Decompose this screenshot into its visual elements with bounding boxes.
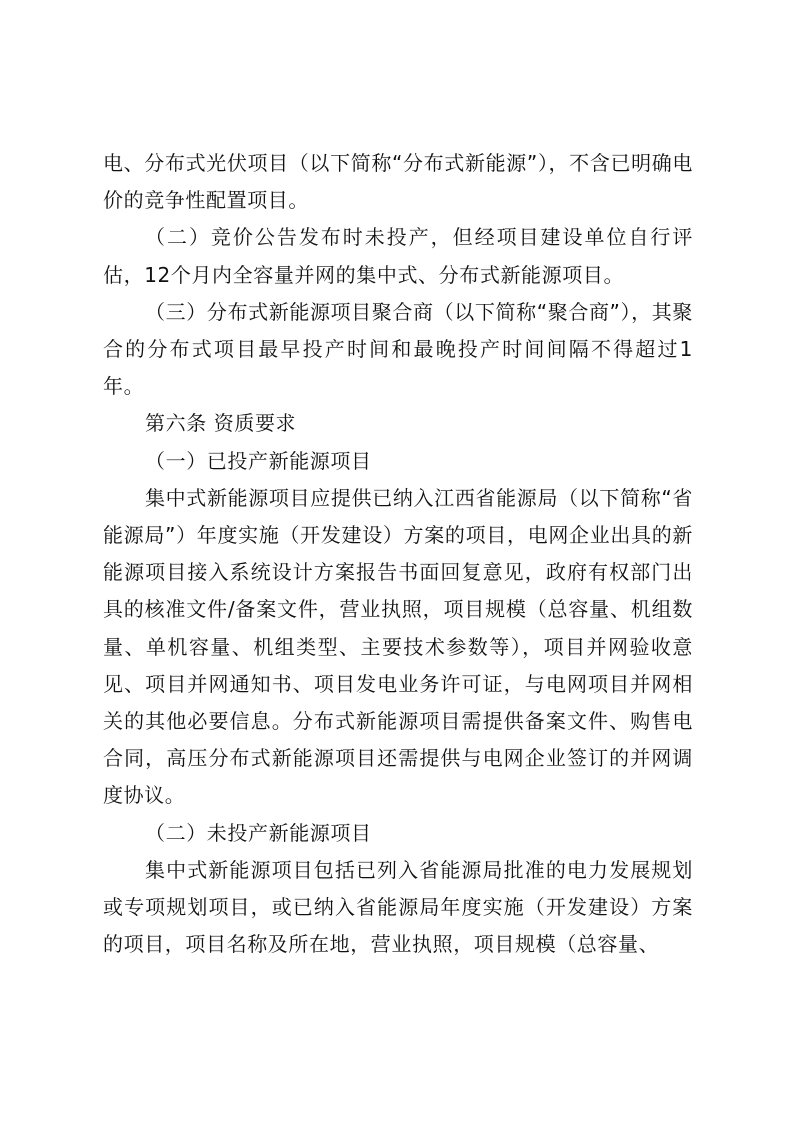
section-heading-not-operational: （二）未投产新能源项目 — [145, 820, 372, 845]
document-body — [103, 145, 693, 963]
section-heading-operational: （一）已投产新能源项目 — [145, 448, 372, 473]
paragraph-not-operational-requirements: 集中式新能源项目包括已列入省能源局批准的电力发展规划或专项规划项目，或已纳入省能源局年度实施（开发建设）方案的项目，项目名称及所在地，营业执照，项目规模（总容量、 — [103, 857, 693, 957]
article-heading: 第六条 资质要求 — [145, 411, 297, 436]
paragraph-intro-continuation: 电、分布式光伏项目（以下简称“分布式新能源”），不含已明确电价的竞争性配置项目。 — [103, 151, 693, 213]
paragraph-item-2: （二）竞价公告发布时未投产，但经项目建设单位自行评估，12个月内全容量并网的集中式、分布式新能源项目。 — [103, 225, 693, 287]
paragraph-item-3: （三）分布式新能源项目聚合商（以下简称“聚合商”），其聚合的分布式项目最早投产时间和最晚投产时间间隔不得超过1年。 — [103, 299, 693, 399]
paragraph-operational-requirements: 集中式新能源项目应提供已纳入江西省能源局（以下简称“省能源局”）年度实施（开发建设）方案的项目，电网企业出具的新能源项目接入系统设计方案报告书面回复意见，政府有权部门出具的核准文件/备案文件，营业执照，项目规模（总容量、机组数量、单机容量、机组类型、主要技术参数等），项目并网验收意见、项目并网通知书、项目发电业务许可证，与电网项目并网相关的其他必要信息。分布式新能源项目需提供备案文件、购售电合同，高压分布式新能源项目还需提供与电网企业签订的并网调度协议。 — [103, 485, 693, 808]
